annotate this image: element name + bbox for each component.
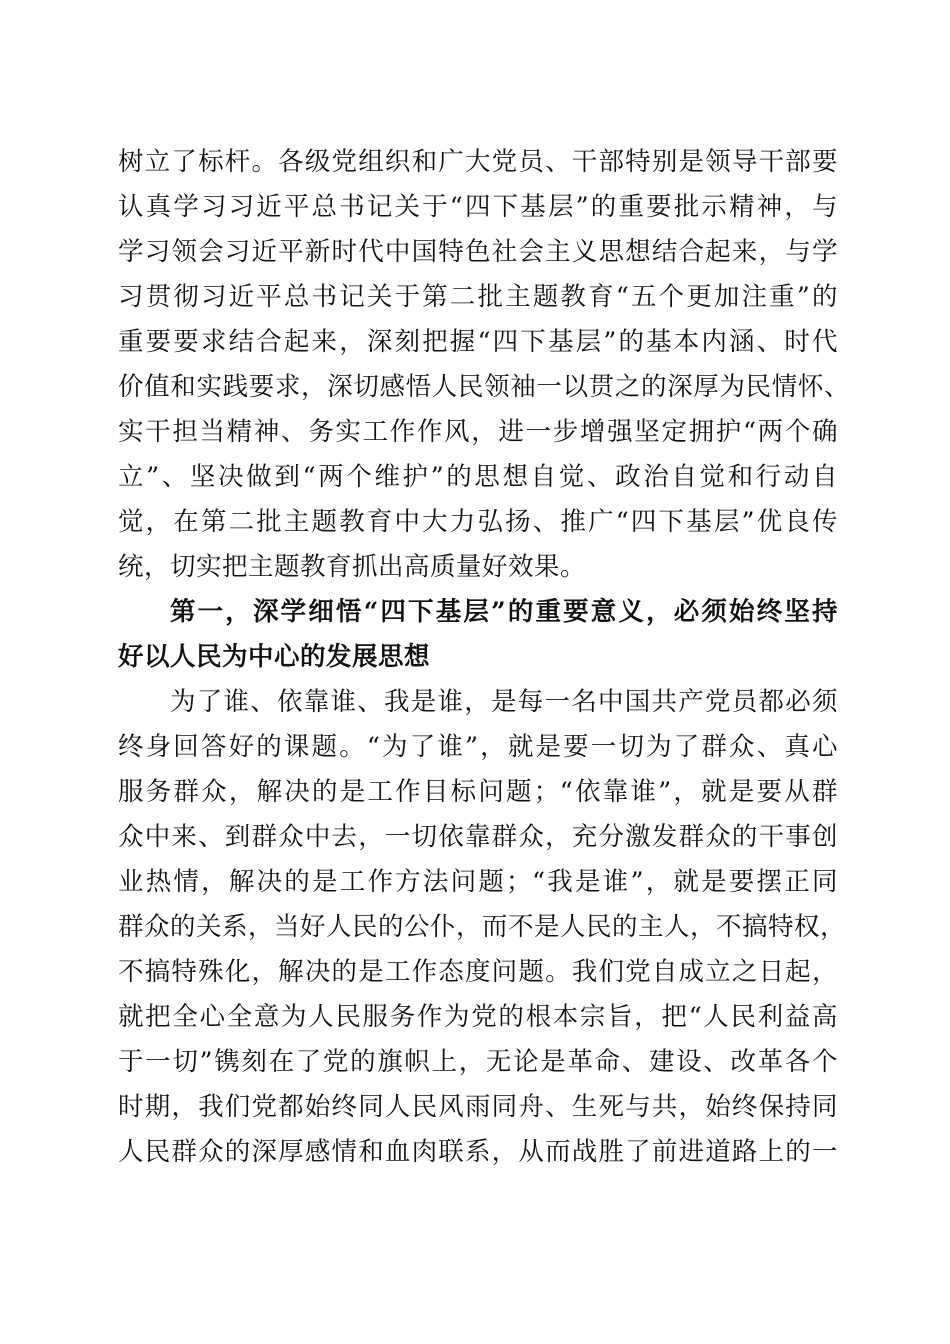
text-line: 觉，在第二批主题教育中大力弘扬、推广“四下基层”优良传 bbox=[118, 507, 838, 537]
text-line: 就把全心全意为人民服务作为党的根本宗旨，把“人民利益高 bbox=[118, 1002, 838, 1032]
text-line: 人民群众的深厚感情和血肉联系，从而战胜了前进道路上的一 bbox=[118, 1137, 838, 1167]
text-line: 习贯彻习近平总书记关于第二批主题教育“五个更加注重”的 bbox=[118, 282, 838, 312]
text-line: 重要要求结合起来，深刻把握“四下基层”的基本内涵、时代 bbox=[118, 327, 838, 357]
text-line: 群众的关系，当好人民的公仆，而不是人民的主人，不搞特权， bbox=[118, 912, 847, 942]
text-line: 服务群众，解决的是工作目标问题；“依靠谁”，就是要从群 bbox=[118, 777, 838, 807]
text-line: 终身回答好的课题。“为了谁”，就是要一切为了群众、真心 bbox=[118, 732, 838, 762]
text-line: 为了谁、依靠谁、我是谁，是每一名中国共产党员都必须 bbox=[170, 687, 838, 717]
text-line: 学习领会习近平新时代中国特色社会主义思想结合起来，与学 bbox=[118, 237, 838, 267]
text-line: 不搞特殊化，解决的是工作态度问题。我们党自成立之日起， bbox=[118, 957, 838, 987]
text-line: 业热情，解决的是工作方法问题；“我是谁”，就是要摆正同 bbox=[118, 867, 838, 897]
text-line: 统，切实把主题教育抓出高质量好效果。 bbox=[118, 552, 587, 582]
heading-line: 好以人民为中心的发展思想 bbox=[118, 642, 431, 672]
heading-line: 第一，深学细悟“四下基层”的重要意义，必须始终坚持 bbox=[170, 597, 838, 627]
text-line: 实干担当精神、务实工作作风，进一步增强坚定拥护“两个确 bbox=[118, 417, 838, 447]
text-line: 认真学习习近平总书记关于“四下基层”的重要批示精神，与 bbox=[118, 192, 838, 222]
text-line: 于一切”镌刻在了党的旗帜上，无论是革命、建设、改革各个 bbox=[118, 1047, 838, 1077]
text-line: 价值和实践要求，深切感悟人民领袖一以贯之的深厚为民情怀、 bbox=[118, 372, 850, 402]
text-line: 众中来、到群众中去，一切依靠群众，充分激发群众的干事创 bbox=[118, 822, 838, 852]
text-line: 树立了标杆。各级党组织和广大党员、干部特别是领导干部要 bbox=[118, 147, 838, 177]
text-line: 时期，我们党都始终同人民风雨同舟、生死与共，始终保持同 bbox=[118, 1092, 838, 1122]
text-line: 立”、坚决做到“两个维护”的思想自觉、政治自觉和行动自 bbox=[118, 462, 838, 492]
